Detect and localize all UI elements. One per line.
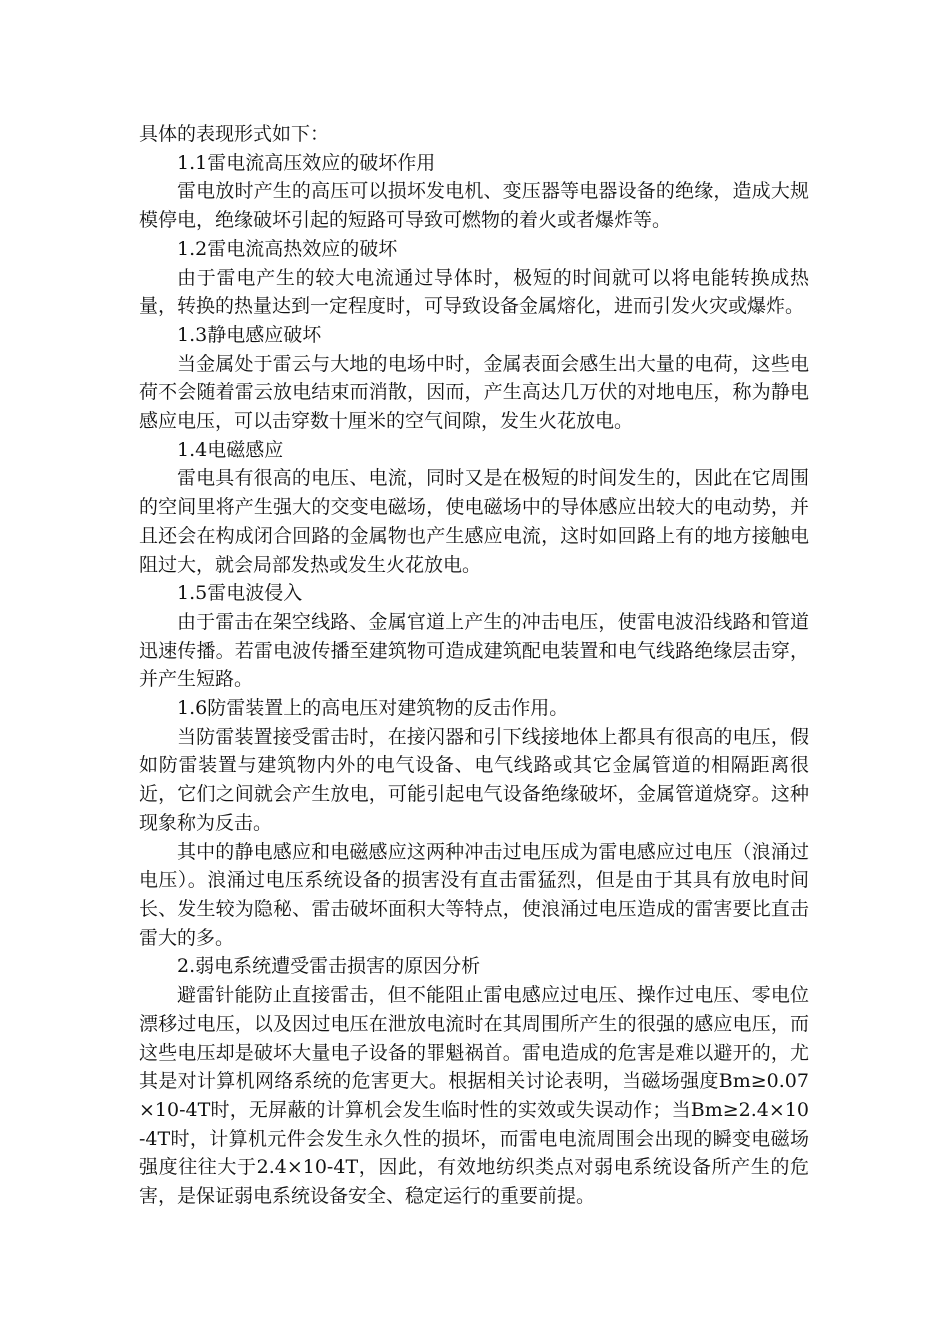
document-page (139, 120, 809, 1211)
body-paragraph: 当金属处于雷云与大地的电场中时，金属表面会感生出大量的电荷，这些电荷不会随着雷云放电结束而消散，因而，产生高达几万伏的对地电压，称为静电感应电压，可以击穿数十厘米的空气间隙，发生火花放电。 (139, 352, 809, 433)
body-paragraph: 雷电具有很高的电压、电流，同时又是在极短的时间发生的，因此在它周围的空间里将产生强大的交变电磁场，使电磁场中的导体感应出较大的电动势，并且还会在构成闭合回路的金属物也产生感应电流，这时如回路上有的地方接触电阻过大，就会局部发热或发生火花放电。 (139, 467, 809, 576)
body-paragraph: 其中的静电感应和电磁感应这两种冲击过电压成为雷电感应过电压（浪涌过电压）。浪涌过电压系统设备的损害没有直击雷猛烈，但是由于其具有放电时间长、发生较为隐秘、雷击破坏面积大等特点，使浪涌过电压造成的雷害要比直击雷大的多。 (139, 840, 809, 949)
intro-paragraph: 具体的表现形式如下： (139, 123, 330, 145)
body-paragraph: 雷电放时产生的高压可以损坏发电机、变压器等电器设备的绝缘，造成大规模停电，绝缘破坏引起的短路可导致可燃物的着火或者爆炸等。 (139, 180, 809, 232)
body-paragraph: 当防雷装置接受雷击时，在接闪器和引下线接地体上都具有很高的电压，假如防雷装置与建筑物内外的电气设备、电气线路或其它金属管道的相隔距离很近，它们之间就会产生放电，可能引起电气设备绝缘破坏，金属管道烧穿。这种现象称为反击。 (139, 725, 809, 834)
section-heading-2: 2.弱电系统遭受雷击损害的原因分析 (177, 955, 481, 978)
body-paragraph: 避雷针能防止直接雷击，但不能阻止雷电感应过电压、操作过电压、零电位漂移过电压，以及因过电压在泄放电流时在其周围所产生的很强的感应电压，而这些电压却是破坏大量电子设备的罪魁祸首。雷电造成的危害是难以避开的，尤其是对计算机网络系统的危害更大。根据相关讨论表明，当磁场强度Bm≥0.07×10-4T时，无屏蔽的计算机会发生临时性的实效或失误动作；当Bm≥2.4×10-4T时，计算机元件会发生永久性的损坏，而雷电电流周围会出现的瞬变电磁场强度往往大于2.4×10-4T，因此，有效地纺织类点对弱电系统设备所产生的危害，是保证弱电系统设备安全、稳定运行的重要前提。 (139, 984, 809, 1208)
section-heading-1-2: 1.2雷电流高热效应的破坏 (177, 237, 398, 260)
section-heading-1-1: 1.1雷电流高压效应的破坏作用 (177, 151, 436, 174)
section-heading-1-6: 1.6防雷装置上的高电压对建筑物的反击作用。 (177, 697, 569, 720)
body-paragraph: 由于雷击在架空线路、金属官道上产生的冲击电压，使雷电波沿线路和管道迅速传播。若雷电波传播至建筑物可造成建筑配电装置和电气线路绝缘层击穿，并产生短路。 (139, 610, 809, 691)
section-heading-1-3: 1.3静电感应破坏 (177, 323, 322, 346)
section-heading-1-5: 1.5雷电波侵入 (177, 582, 303, 605)
body-paragraph: 由于雷电产生的较大电流通过导体时，极短的时间就可以将电能转换成热量，转换的热量达到一定程度时，可导致设备金属熔化，进而引发火灾或爆炸。 (139, 266, 809, 318)
section-heading-1-4: 1.4电磁感应 (177, 438, 284, 461)
